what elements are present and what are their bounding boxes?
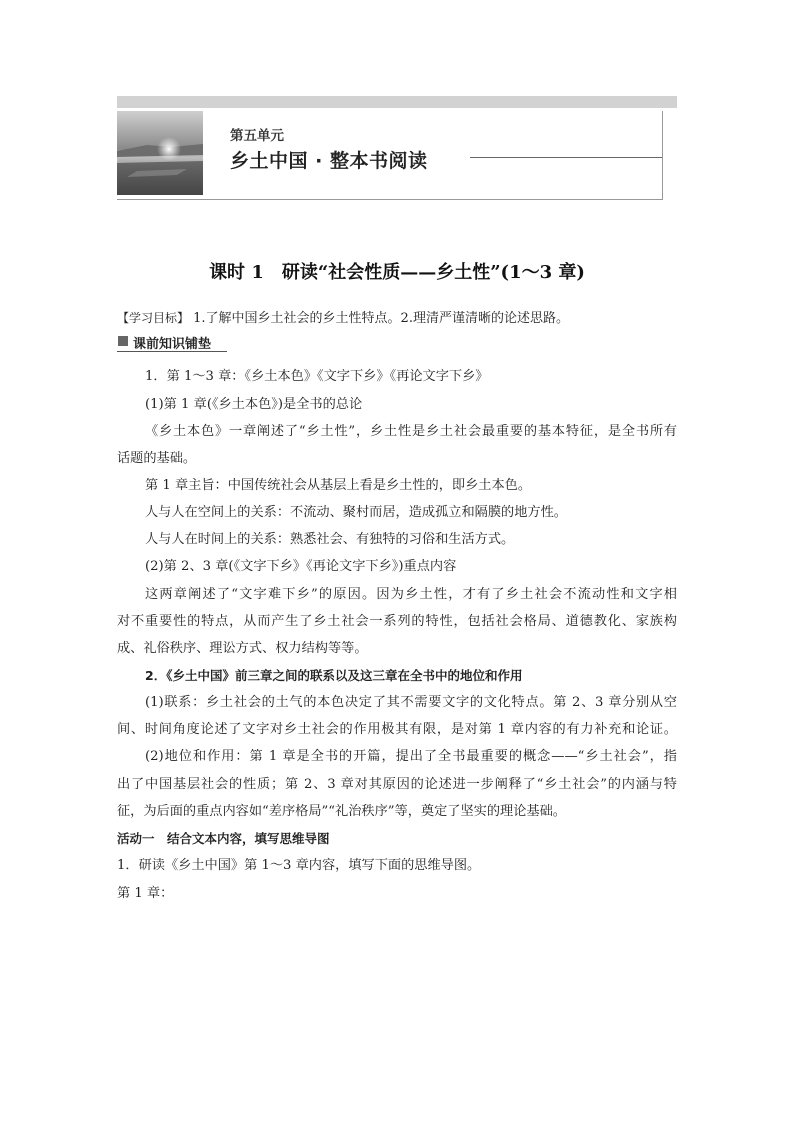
- body-line: 第 1 章主旨：中国传统社会从基层上看是乡土性的，即乡土本色。: [145, 478, 532, 493]
- body-line: 1．第 1～3 章：《乡土本色》《文字下乡》《再论文字下乡》: [145, 369, 489, 384]
- banner-bottom-rule: [117, 199, 662, 200]
- body-line: 成、礼俗秩序、理讼方式、权力结构等等。: [117, 641, 368, 656]
- body-line: 征，为后面的重点内容如“差序格局”“礼治秩序”等，奠定了坚实的理论基础。: [117, 804, 566, 819]
- body-line: 话题的基础。: [117, 451, 197, 466]
- body-line: 人与人在空间上的关系：不流动、聚村而居，造成孤立和隔膜的地方性。: [145, 505, 567, 520]
- goal-tag: 【学习目标】: [117, 311, 190, 325]
- goal-text: 1.了解中国乡土社会的乡土性特点。2.理清严谨清晰的论述思路。: [189, 311, 569, 326]
- body-line: 间、时间角度论述了文字对乡土社会的作用极其有限，是对第 1 章内容的有力补充和论证。: [117, 722, 677, 737]
- unit-title: 乡土中国 · 整本书阅读: [230, 150, 428, 172]
- body-line: (1)联系：乡土社会的土气的本色决定了其不需要文字的文化特点。第 2、3 章分别从空: [145, 695, 677, 710]
- body-line: 出了中国基层社会的性质；第 2、3 章对其原因的论述进一步阐释了“乡土社会”的内涵与特: [117, 777, 677, 792]
- body-line: (2)第 2、3 章(《文字下乡》《再论文字下乡》)重点内容: [145, 559, 457, 574]
- section-header: [117, 333, 227, 352]
- body-line: 人与人在时间上的关系：熟悉社会、有独特的习俗和生活方式。: [145, 532, 515, 547]
- body-line: 第 1 章：: [117, 886, 174, 901]
- body-line: (2)地位和作用：第 1 章是全书的开篇，提出了全书最重要的概念——“乡土社会”，指: [145, 749, 677, 764]
- body-line: 《乡土本色》一章阐述了“乡土性”，乡土性是乡土社会最重要的基本特征，是全书所有: [145, 424, 677, 439]
- body-line: 对不重要性的特点，从而产生了乡土社会一系列的特性，包括社会格局、道德教化、家族构: [117, 614, 677, 629]
- unit-label: 第五单元: [230, 128, 284, 144]
- banner-top-bar: [117, 96, 677, 108]
- activity-heading: 活动一 结合文本内容，填写思维导图: [117, 831, 330, 846]
- learning-goal: [117, 307, 569, 326]
- body-line: 2．《乡土中国》前三章之间的联系以及这三章在全书中的地位和作用: [145, 668, 523, 683]
- title-rule: [470, 157, 662, 158]
- lesson-title: 课时 1 研读“社会性质——乡土性”(1～3 章): [209, 262, 585, 283]
- section-marker-icon: [118, 336, 128, 346]
- section-title: 课前知识铺垫: [133, 337, 212, 352]
- sunset-landscape-image: [117, 111, 203, 195]
- body-line: 这两章阐述了“文字难下乡”的原因。因为乡土性，才有了乡土社会不流动性和文字相: [145, 587, 677, 602]
- body-line: 1．研读《乡土中国》第 1～3 章内容，填写下面的思维导图。: [117, 858, 481, 873]
- body-line: (1)第 1 章(《乡土本色》)是全书的总论: [145, 397, 363, 412]
